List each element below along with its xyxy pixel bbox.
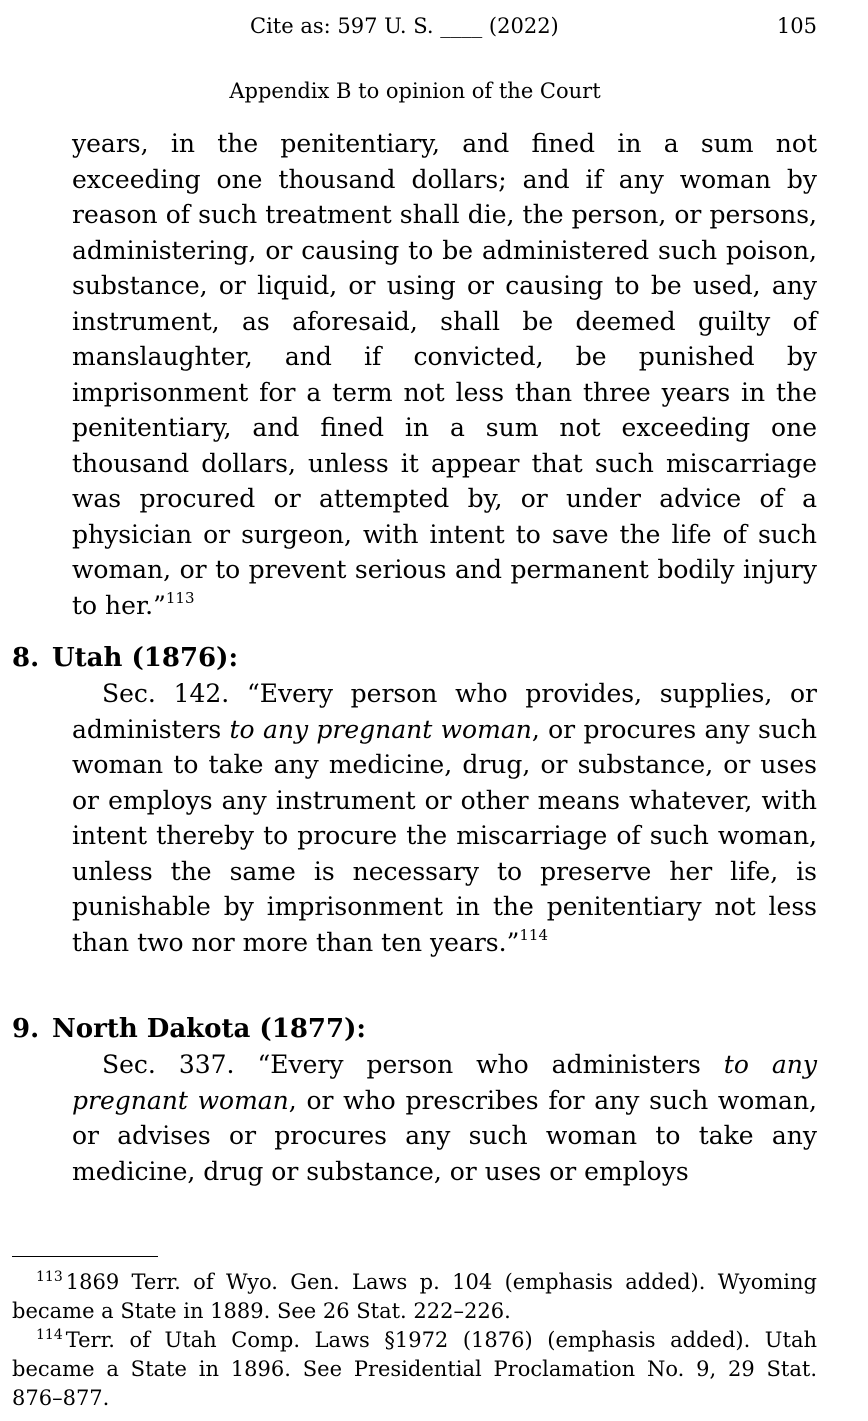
appendix-title: Appendix B to opinion of the Court [229,79,601,103]
footnote-113 [12,1268,817,1326]
section-heading-north-dakota [12,1012,366,1047]
footnote-text: 1869 Terr. of Wyo. Gen. Laws p. 104 (emphasis added). Wyoming became a State in 1889. See 26 Stat. 222–226. [12,1270,817,1323]
statute-text-end: , or who prescribes for any such woman, or advises or procures any such woman to take any medicine, drug or substance, or uses or employs [72,1085,818,1186]
footnotes [12,1268,817,1413]
statute-text [72,676,817,960]
section-title: Utah (1876): [52,643,239,673]
section-number: 8. [12,643,40,673]
footnote-number: 114 [36,1327,63,1343]
footnote-text: Terr. of Utah Comp. Laws §1972 (1876) (emphasis added). Utah became a State in 1896. See Presidential Proclamation No. 9, 29 Stat. 876–877. [12,1328,817,1410]
section-title: North Dakota (1877): [52,1014,366,1044]
statute-body: years, in the penitentiary, and fined in a sum not exceeding one thousand dollars; and if any woman by reason of such treatment shall die, the person, or persons, administering, or causing to be administered such poison, substance, or liquid, or using or causing to be used, any instrument, as aforesaid, shall be deemed guilty of manslaughter, and if convicted, be punished by imprisonment for a term not less than three years in the penitentiary, and fined in a sum not exceeding one thousand dollars, unless it appear that such miscarriage was procured or attempted by, or under advice of a physician or surgeon, with intent to save the life of such woman, or to prevent serious and permanent bodily injury to her.” [72,129,817,620]
wyoming-statute-continuation [72,126,817,623]
footnote-ref: 114 [519,925,549,944]
statute-text [72,126,817,623]
footnote-ref: 113 [165,588,195,607]
running-header [0,14,868,44]
footnote-separator [12,1256,158,1257]
north-dakota-statute [72,1047,817,1189]
footnote-number: 113 [36,1269,63,1285]
utah-statute [72,676,817,960]
emphasized-text: to any pregnant woman [229,714,532,744]
section-heading-utah [12,641,238,676]
page-number: 105 [776,14,817,38]
statute-text [72,1047,817,1189]
footnote-114 [12,1326,817,1413]
emphasized-text: to any pregnant woman [72,1050,817,1115]
citation-header: Cite as: 597 U. S. ____ (2022) [250,14,559,38]
statute-text-start: Sec. 337. “Every person who administers [102,1050,724,1079]
section-number: 9. [12,1014,40,1044]
statute-text-end: , or procures any such woman to take any medicine, drug, or substance, or uses or employs any instrument or other means whatever, with intent thereby to procure the miscarriage of such woman, unless the same is necessary to preserve her life, is punishable by imprisonment in the penitentiary not less than two nor more than ten years.” [72,714,817,957]
statute-text-start: Sec. 142. “Every person who provides, supplies, or administers [72,679,817,744]
